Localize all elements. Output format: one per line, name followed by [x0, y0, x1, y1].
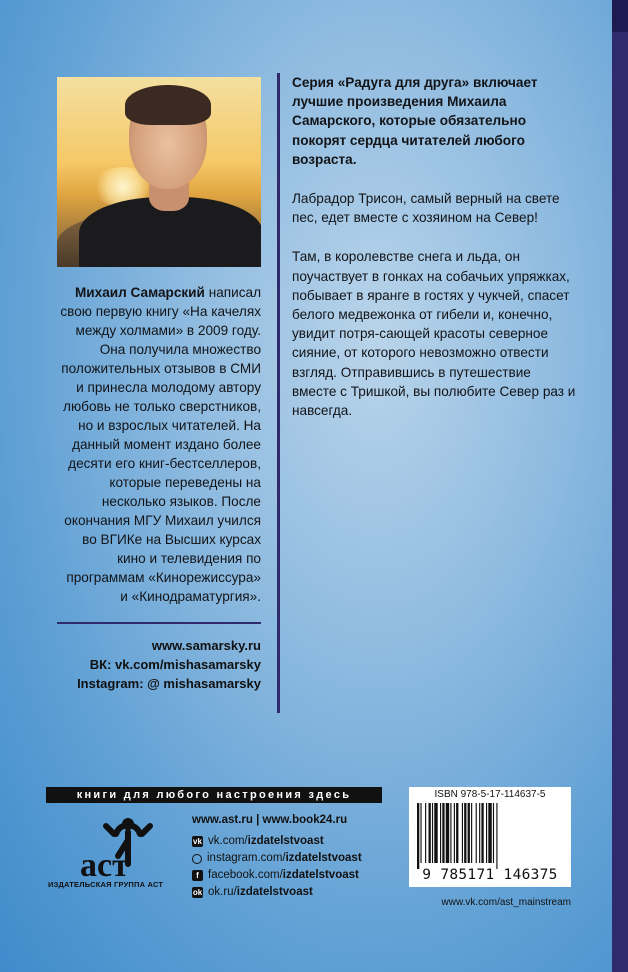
bio-line: данный момент издано более [72, 437, 261, 452]
social-prefix: vk.com/ [208, 835, 248, 847]
barcode-digits: 9 785171 146375 [422, 867, 558, 883]
isbn-label: ISBN 978-5-17-114637-5 [434, 789, 546, 800]
instagram-icon [192, 854, 202, 864]
barcode-bar [471, 803, 472, 863]
publisher-links [192, 812, 402, 901]
barcode-bar [446, 803, 449, 863]
bio-line: во ВГИКе на Высших курсах [82, 532, 261, 547]
social-prefix: ok.ru/ [208, 886, 237, 898]
social-link-facebook[interactable] [192, 867, 402, 884]
publisher-caption: ИЗДАТЕЛЬСКАЯ ГРУППА АСТ [48, 880, 164, 889]
author-site-link[interactable]: www.samarsky.ru [151, 638, 261, 653]
bio-line: Она получила множество [99, 342, 261, 357]
barcode-bar [454, 803, 455, 863]
barcode-bar [456, 803, 458, 863]
annotation-paragraph: Лабрадор Трисон, самый верный на свете пес, едет вместе с хозяином на Север! [292, 191, 560, 226]
barcode-bar [464, 803, 466, 863]
barcode [415, 803, 565, 869]
barcode-bar [493, 803, 494, 863]
barcode-bar [434, 803, 437, 863]
publisher-sites[interactable]: www.ast.ru | www.book24.ru [192, 814, 348, 826]
barcode-bar [429, 803, 431, 863]
social-handle: izdatelstvoast [282, 869, 359, 881]
barcode-bar [420, 803, 421, 863]
barcode-bar [468, 803, 470, 863]
bio-line: которые переведены на [109, 475, 261, 490]
barcode-bar [481, 803, 483, 863]
bio-line: окончания МГУ Михаил учился [64, 513, 261, 528]
bio-divider [57, 622, 261, 624]
barcode-bar [450, 803, 451, 863]
author-bio [57, 283, 261, 606]
publisher-tagline: книги для любого настроения здесь [46, 787, 382, 803]
social-handle: izdatelstvoast [285, 852, 362, 864]
publisher-vk-link[interactable]: www.vk.com/ast_mainstream [441, 897, 571, 908]
barcode-bar [486, 803, 487, 863]
social-link-vk[interactable] [192, 833, 402, 850]
social-handle: izdatelstvoast [236, 886, 313, 898]
bio-line: программам «Кинорежиссура» [66, 570, 261, 585]
barcode-bar [488, 803, 491, 863]
ast-logo-text: aст [80, 847, 129, 884]
barcode-bar [496, 803, 497, 869]
facebook-icon: f [192, 870, 203, 881]
bio-line: написал [208, 285, 261, 300]
author-photo [57, 77, 261, 267]
bio-line: и «Кинодраматургия». [120, 589, 261, 604]
bio-line: десяти его книг-бестселлеров, [68, 456, 261, 471]
bio-line: свою первую книгу «На качелях [60, 304, 261, 319]
book-spine [612, 0, 628, 972]
barcode-bar [432, 803, 433, 863]
bio-line: кино и телевидения по [117, 551, 261, 566]
barcode-bar [479, 803, 480, 863]
social-link-instagram[interactable] [192, 850, 402, 867]
barcode-bar [462, 803, 463, 863]
bio-line: любовь не только сверстников, [63, 399, 261, 414]
spine-top-strip [612, 0, 628, 32]
bio-line: положительных отзывов в СМИ [61, 361, 261, 376]
barcode-bar [476, 803, 477, 863]
barcode-bar [442, 803, 444, 863]
bio-line: и принесла молодому автору [76, 380, 261, 395]
bio-line: между холмами» в 2009 году. [75, 323, 261, 338]
social-prefix: instagram.com/ [207, 852, 286, 864]
column-divider [277, 73, 280, 713]
author-instagram-link[interactable]: Instagram: @ mishasamarsky [77, 676, 261, 691]
social-prefix: facebook.com/ [208, 869, 283, 881]
book-annotation [292, 73, 577, 440]
annotation-lead: Серия «Радуга для друга» включает лучшие произведения Михаила Самарского, которые обязательно покорят сердца читателей любого возраста. [292, 75, 538, 167]
author-contacts [57, 636, 261, 693]
barcode-bar [440, 803, 441, 863]
odnoklassniki-icon: ok [192, 888, 203, 897]
ast-logo-head [122, 818, 134, 830]
author-name: Михаил Самарский [74, 285, 205, 300]
author-vk-link[interactable]: ВК: vk.com/mishasamarsky [89, 657, 261, 672]
annotation-paragraph: Там, в королевстве снега и льда, он поучаствует в гонках на собачьих упряжках, побывает в яранге в гостях у чукчей, спасет белого медвежонка от гибели и, конечно, увидит потря-сающей красоты северное сияние, от которого невозможно отвести взгляд. Отправившись в путешествие вместе с Тришкой, вы полюбите Север раз и навсегда. [292, 249, 576, 419]
isbn-block [409, 787, 571, 887]
vk-icon: vk [193, 837, 202, 846]
social-handle: izdatelstvoast [247, 835, 324, 847]
barcode-bar [425, 803, 426, 863]
bio-line: несколько языков. После [101, 494, 261, 509]
social-link-ok[interactable] [192, 884, 402, 901]
barcode-bar [417, 803, 419, 869]
bio-line: но и взрослых читателей. На [78, 418, 261, 433]
author-hair [125, 85, 211, 125]
